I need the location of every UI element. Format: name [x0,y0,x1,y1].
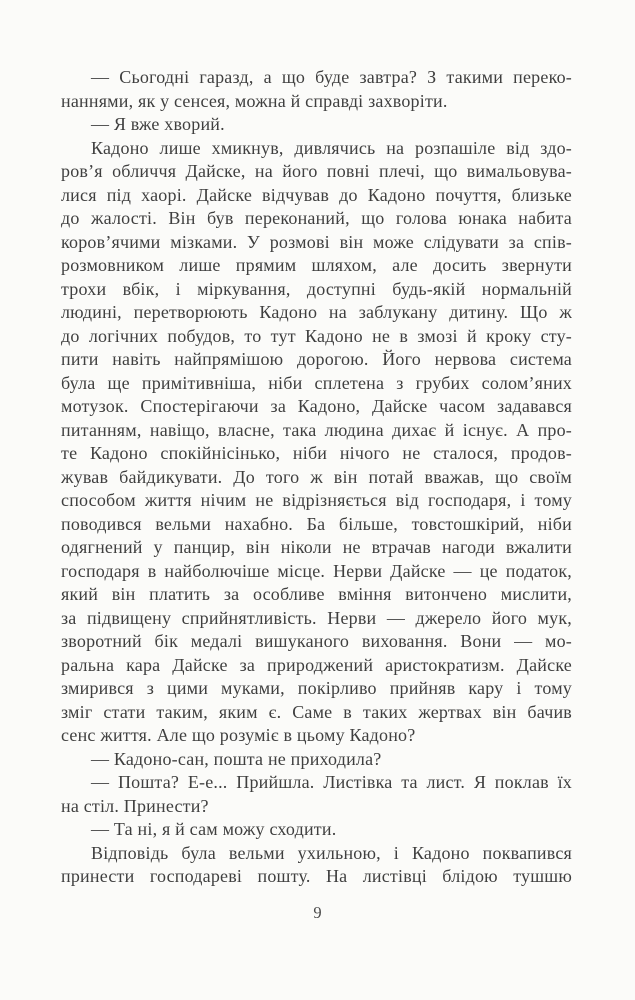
paragraph [61,748,572,772]
paragraph [61,66,572,113]
text-line: розмовником лише прямим шляхом, але досить звернути [61,255,572,275]
text-line: на стіл. Принести? [61,795,209,816]
text-line: те Кадоно спокійнісінько, ніби нічого не сталося, продов- [61,443,572,463]
paragraph [61,818,572,842]
text-line: за підвищену сприйнятливість. Нерви — джерело його мук, [61,607,572,628]
text-line: принести господареві пошту. На листівці блідою тушшю [61,866,572,886]
text-line: — Я вже хворий. [91,114,225,134]
text-line: до жалості. Він був переконаний, що голова юнака набита [61,208,572,228]
text-line: господаря в найболючіше місце. Нерви Дайске — це податок, [61,560,572,581]
text-line: коров’ячими мізками. У розмові він може слідувати за спів- [61,231,572,252]
text-line: який він платить за особливе вміння витончено мислити, [61,584,572,604]
text-line: трохи вбік, і міркування, доступні будь-якій нормальній [61,278,572,299]
text-line: змирився з цими муками, покірливо прийняв кару і тому [61,678,572,698]
text-line: одягнений у панцир, він ніколи не втрачав нагоди вжалити [61,537,572,557]
text-line: поводився вельми нахабно. Ба більше, товстошкірий, ніби [61,513,572,534]
page-number: 9 [313,903,322,922]
paragraph [61,842,572,889]
text-line: — Сьогодні гаразд, а що буде завтра? З такими переко- [91,67,572,87]
text-line: ров’я обличчя Дайске, на його повні плечі, що вимальовува- [61,161,572,181]
text-line: зміг стати таким, яким є. Саме в таких жертвах він бачив [61,701,572,722]
text-line: ральна кара Дайске за природжений аристократизм. Дайске [61,654,572,675]
text-line: була ще примітивніша, ніби сплетена з грубих солом’яних [61,372,572,393]
text-line: лися під хаорі. Дайске відчував до Кадоно почуття, близьке [61,184,572,205]
text-line: способом життя нічим не відрізняється від господаря, і тому [61,490,572,510]
text-line: Кадоно лише хмикнув, дивлячись на розпашіле від здо- [91,137,572,158]
paragraph [61,771,572,818]
text-line: — Та ні, я й сам можу сходити. [91,819,337,839]
text-line: людині, перетворюють Кадоно на заблукану дитину. Що ж [61,302,572,322]
text-line: пити навіть найпрямішою дорогою. Його нервова система [61,349,572,369]
text-line: — Пошта? Е-е... Прийшла. Листівка та лист. Я поклав їх [91,772,572,792]
paragraph [61,113,572,137]
page-text [61,66,572,889]
text-line: зворотний бік медалі вишуканого виховання. Вони — мо- [61,631,572,651]
text-line: сенс життя. Але що розуміє в цьому Кадоно? [61,725,416,745]
text-line: мотузок. Спостерігаючи за Кадоно, Дайске часом задавався [61,396,572,416]
text-line: до логічних побудов, то тут Кадоно не в змозі й кроку сту- [61,325,572,346]
paragraph [61,137,572,748]
text-line: питанням, навіщо, власне, така людина дихає й існує. А про- [61,419,572,440]
text-line: наннями, як у сенсея, можна й справді захворіти. [61,90,448,111]
text-line: Відповідь була вельми ухильною, і Кадоно поквапився [91,842,572,863]
text-line: жував байдикувати. До того ж він потай вважав, що своїм [61,466,572,487]
text-line: — Кадоно-сан, пошта не приходила? [91,748,382,769]
